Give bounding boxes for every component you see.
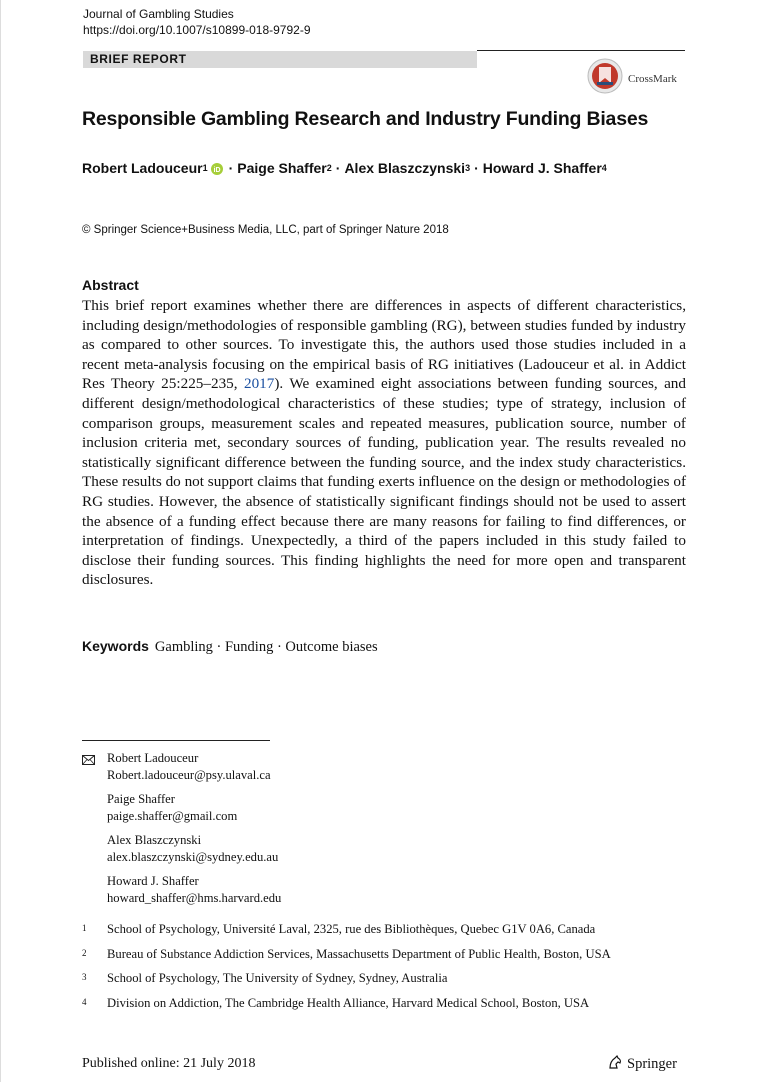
- published-date: Published online: 21 July 2018: [82, 1056, 256, 1071]
- author-name[interactable]: Paige Shaffer: [237, 160, 327, 176]
- author-affiliation-mark: 4: [601, 163, 607, 173]
- crossmark-label: CrossMark: [628, 72, 677, 85]
- page-edge: [0, 0, 1, 1082]
- citation-year-link[interactable]: 2017: [243, 375, 275, 393]
- svg-text:iD: iD: [213, 167, 221, 174]
- author-affiliation-mark: 1: [202, 163, 208, 173]
- contact-list: [82, 750, 281, 914]
- contact-entry: [82, 832, 281, 865]
- affiliation-item: [82, 995, 682, 1012]
- journal-header: [83, 6, 311, 38]
- author-separator: ·: [228, 160, 234, 176]
- springer-logo[interactable]: [607, 1054, 677, 1075]
- orcid-icon[interactable]: [211, 162, 223, 174]
- abstract-text: [82, 296, 686, 590]
- crossmark-icon: [587, 58, 623, 99]
- footnote-rule: [82, 740, 270, 741]
- abstract-text-part: ). We examined eight associations between funding sources, and different design/methodological characteristics of these studies; type of strategy, inclusion of comparison groups, measurement scales and repeated measures, publication source, number of inclusion criteria met, secondary sources of funding, publication year. The results revealed no statistically significant difference between the funding source, and the index study characteristics. These results do not support claims that funding exerts influence on the design or methodologies of RG studies. However, the absence of statistically significant findings should not be used to assert the absence of a funding effect because there are many reasons for failing to find differences, or interpretation of findings. Unexpectedly, a third of the papers included in this study failed to disclose their funding sources. This finding highlights the need for more open and transparent disclosures.: [82, 375, 686, 589]
- header-rule: [477, 50, 685, 51]
- keywords-line: [82, 638, 378, 656]
- abstract-heading: Abstract: [82, 277, 139, 293]
- affiliation-item: [82, 970, 682, 987]
- author-affiliation-mark: 2: [326, 163, 332, 173]
- springer-horse-icon: [607, 1054, 623, 1075]
- affiliation-number: 3: [82, 972, 87, 982]
- author-name[interactable]: Howard J. Shaffer: [482, 160, 602, 176]
- contact-email[interactable]: paige.shaffer@gmail.com: [107, 808, 238, 823]
- contact-email[interactable]: howard_shaffer@hms.harvard.edu: [107, 890, 282, 905]
- contact-email[interactable]: alex.blaszczynski@sydney.edu.au: [107, 849, 279, 864]
- keywords-list: Gambling · Funding · Outcome biases: [154, 639, 378, 655]
- contact-name: Paige Shaffer: [107, 792, 175, 806]
- affiliation-number: 1: [82, 923, 87, 933]
- copyright-notice: © Springer Science+Business Media, LLC, part of Springer Nature 2018: [82, 224, 449, 236]
- contact-name: Robert Ladouceur: [107, 751, 199, 765]
- envelope-icon: [82, 753, 95, 770]
- journal-name: Journal of Gambling Studies: [83, 7, 234, 21]
- affiliation-list: [82, 921, 682, 1019]
- affiliation-text: School of Psychology, Université Laval, 2325, rue des Bibliothèques, Quebec G1V 0A6, Canada: [107, 922, 596, 936]
- affiliation-text: Bureau of Substance Addiction Services, Massachusetts Department of Public Health, Boston, USA: [107, 946, 611, 961]
- author-separator: ·: [474, 160, 479, 176]
- affiliation-number: 4: [82, 996, 87, 1007]
- affiliation-text: School of Psychology, The University of Sydney, Sydney, Australia: [107, 971, 448, 985]
- doi-link[interactable]: https://doi.org/10.1007/s10899-018-9792-9: [83, 23, 311, 37]
- author-name[interactable]: Robert Ladouceur: [82, 160, 203, 176]
- author-affiliation-mark: 3: [465, 163, 471, 173]
- contact-email[interactable]: Robert.ladouceur@psy.ulaval.ca: [107, 767, 271, 782]
- contact-entry: [82, 873, 281, 906]
- springer-wordmark: Springer: [627, 1056, 677, 1072]
- author-separator: ·: [335, 160, 341, 176]
- affiliation-number: 2: [82, 947, 87, 958]
- author-list: [82, 160, 607, 176]
- affiliation-item: [82, 946, 682, 963]
- contact-name: Howard J. Shaffer: [107, 874, 199, 888]
- contact-entry: [82, 750, 281, 783]
- affiliation-item: [82, 921, 682, 938]
- crossmark-badge[interactable]: [587, 58, 677, 99]
- article-title: Responsible Gambling Research and Industry Funding Biases: [82, 108, 649, 130]
- keywords-label: Keywords: [82, 638, 149, 654]
- contact-name: Alex Blaszczynski: [107, 833, 202, 847]
- section-label: BRIEF REPORT: [90, 52, 187, 66]
- affiliation-text: Division on Addiction, The Cambridge Health Alliance, Harvard Medical School, Boston, USA: [107, 995, 590, 1010]
- abstract-text-part: This brief report examines whether there are differences in aspects of different characteristics, including design/methodologies of responsible gambling (RG), between studies funded by industry as compared to other sources. To investigate this, the authors used those studies included in a recent meta-analysis focusing on the empirical basis of RG initiatives (Ladouceur et al. in Addict Res Theory 25:225–235,: [82, 297, 686, 393]
- contact-entry: [82, 791, 281, 824]
- author-name[interactable]: Alex Blaszczynski: [344, 160, 466, 176]
